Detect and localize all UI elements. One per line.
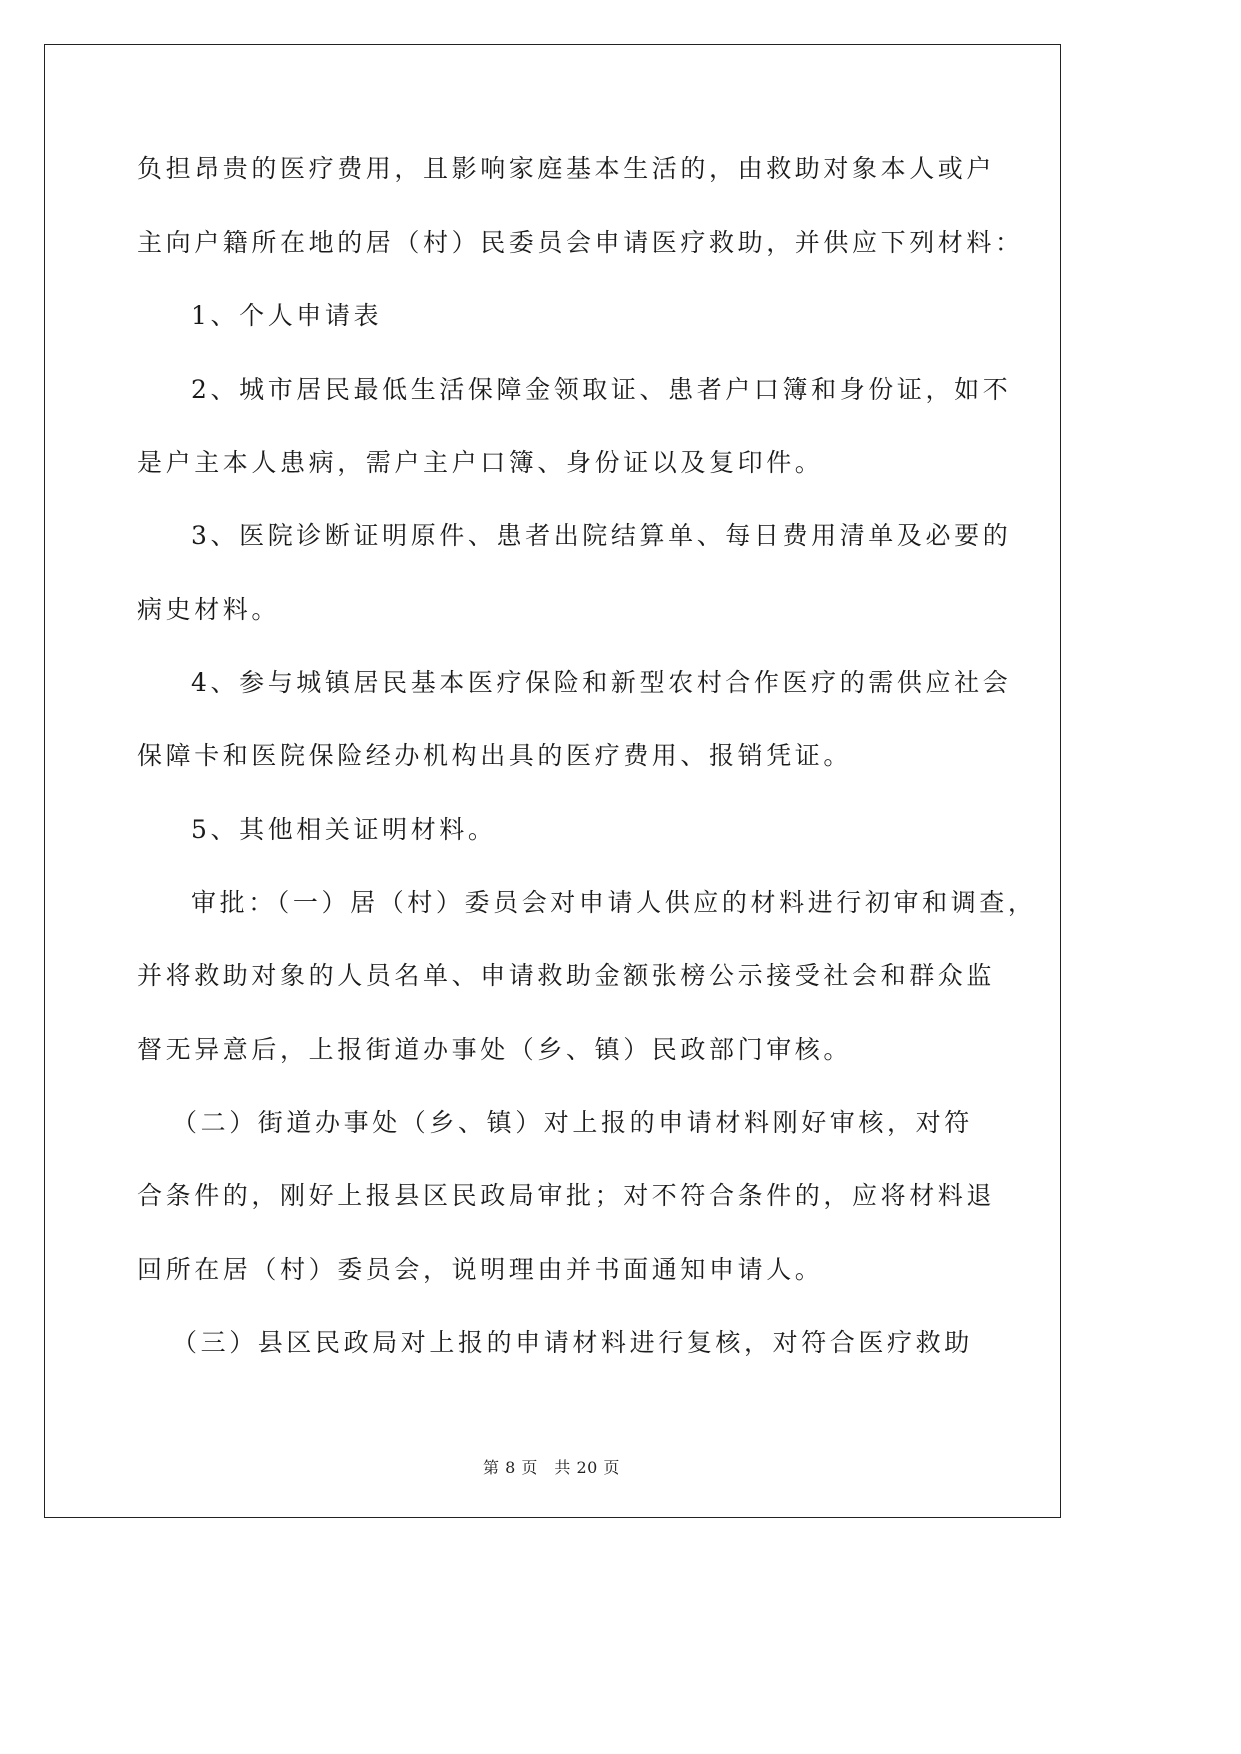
list-item-3: 3、医院诊断证明原件、患者出院结算单、每日费用清单及必要的	[191, 521, 1012, 550]
paragraph-line: 回所在居（村）委员会，说明理由并书面通知申请人。	[137, 1255, 824, 1284]
list-item-2: 2、城市居民最低生活保障金领取证、患者户口簿和身份证，如不	[191, 375, 1012, 404]
list-item-1: 1、个人申请表	[191, 301, 383, 330]
approval-step-2: （二）街道办事处（乡、镇）对上报的申请材料刚好审核，对符	[172, 1108, 973, 1137]
list-item-4: 4、参与城镇居民基本医疗保险和新型农村合作医疗的需供应社会	[191, 668, 1012, 697]
paragraph-line: 负担昂贵的医疗费用，且影响家庭基本生活的，由救助对象本人或户	[137, 154, 996, 183]
paragraph-line: 督无异意后，上报街道办事处（乡、镇）民政部门审核。	[137, 1035, 853, 1064]
page-number: 第 8 页 共 20 页	[483, 1458, 620, 1477]
page-border	[44, 44, 1061, 1518]
paragraph-line: 并将救助对象的人员名单、申请救助金额张榜公示接受社会和群众监	[137, 961, 996, 990]
approval-heading-line: 审批：（一）居（村）委员会对申请人供应的材料进行初审和调查，	[191, 888, 1037, 917]
paragraph-line: 主向户籍所在地的居（村）民委员会申请医疗救助，并供应下列材料：	[137, 228, 1024, 257]
approval-step-3: （三）县区民政局对上报的申请材料进行复核，对符合医疗救助	[172, 1328, 973, 1357]
paragraph-line: 合条件的，刚好上报县区民政局审批；对不符合条件的，应将材料退	[137, 1181, 996, 1210]
paragraph-line: 是户主本人患病，需户主户口簿、身份证以及复印件。	[137, 448, 824, 477]
list-item-5: 5、其他相关证明材料。	[191, 815, 497, 844]
paragraph-line: 保障卡和医院保险经办机构出具的医疗费用、报销凭证。	[137, 741, 853, 770]
paragraph-line: 病史材料。	[137, 595, 281, 624]
